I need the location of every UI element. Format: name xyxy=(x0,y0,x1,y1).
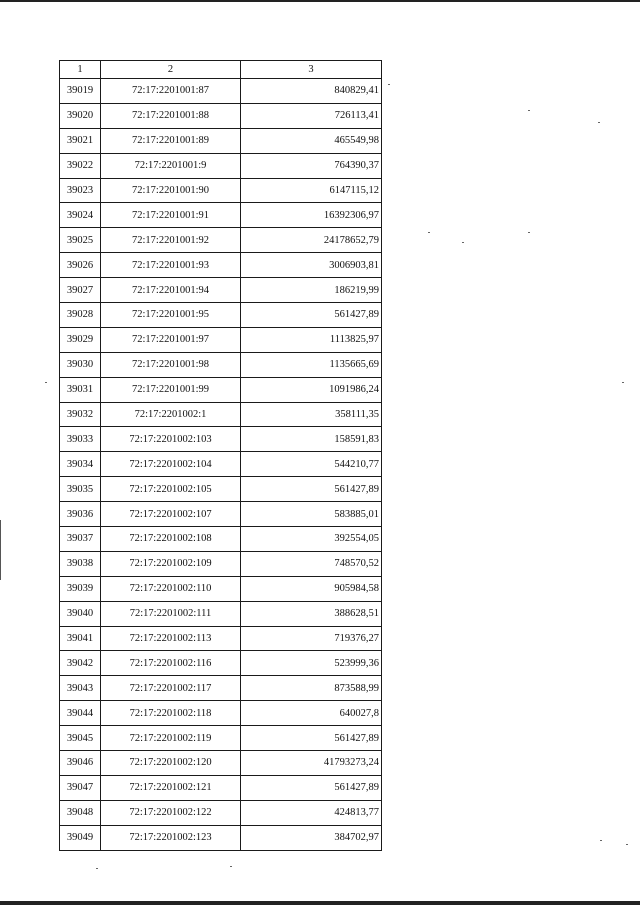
table-row xyxy=(60,377,382,402)
table-row xyxy=(60,502,382,527)
row-number-cell: 39027 xyxy=(60,278,101,303)
cadastral-number-cell: 72:17:2201001:91 xyxy=(101,203,241,228)
value-cell: 583885,01 xyxy=(241,502,382,527)
cadastral-number-cell: 72:17:2201002:108 xyxy=(101,527,241,552)
value-cell: 1135665,69 xyxy=(241,352,382,377)
cadastral-number-cell: 72:17:2201002:121 xyxy=(101,775,241,800)
value-cell: 1113825,97 xyxy=(241,327,382,352)
value-cell: 873588,99 xyxy=(241,676,382,701)
table-row xyxy=(60,327,382,352)
cadastral-number-cell: 72:17:2201001:90 xyxy=(101,178,241,203)
row-number-cell: 39022 xyxy=(60,153,101,178)
cadastral-number-cell: 72:17:2201001:89 xyxy=(101,128,241,153)
value-cell: 764390,37 xyxy=(241,153,382,178)
row-number-cell: 39042 xyxy=(60,651,101,676)
cadastral-number-cell: 72:17:2201002:110 xyxy=(101,576,241,601)
cadastral-number-cell: 72:17:2201002:107 xyxy=(101,502,241,527)
table-row xyxy=(60,651,382,676)
row-number-cell: 39035 xyxy=(60,477,101,502)
table-row xyxy=(60,601,382,626)
row-number-cell: 39020 xyxy=(60,103,101,128)
table-row xyxy=(60,452,382,477)
scan-speck xyxy=(230,866,232,867)
cadastral-number-cell: 72:17:2201001:98 xyxy=(101,352,241,377)
value-cell: 561427,89 xyxy=(241,477,382,502)
table-row xyxy=(60,303,382,328)
row-number-cell: 39044 xyxy=(60,701,101,726)
cadastral-number-cell: 72:17:2201002:117 xyxy=(101,676,241,701)
row-number-cell: 39045 xyxy=(60,726,101,751)
value-cell: 392554,05 xyxy=(241,527,382,552)
cadastral-number-cell: 72:17:2201002:118 xyxy=(101,701,241,726)
value-cell: 465549,98 xyxy=(241,128,382,153)
scan-speck xyxy=(388,84,390,85)
cadastral-number-cell: 72:17:2201002:122 xyxy=(101,800,241,825)
value-cell: 1091986,24 xyxy=(241,377,382,402)
row-number-cell: 39043 xyxy=(60,676,101,701)
scan-speck xyxy=(528,232,530,233)
cadastral-number-cell: 72:17:2201002:123 xyxy=(101,825,241,850)
table-row xyxy=(60,576,382,601)
scan-speck xyxy=(626,844,628,845)
table-row xyxy=(60,751,382,776)
table-row xyxy=(60,551,382,576)
scan-speck xyxy=(598,122,600,123)
value-cell: 358111,35 xyxy=(241,402,382,427)
cadastral-number-cell: 72:17:2201001:95 xyxy=(101,303,241,328)
table-row xyxy=(60,527,382,552)
cadastral-number-cell: 72:17:2201001:99 xyxy=(101,377,241,402)
row-number-cell: 39031 xyxy=(60,377,101,402)
cadastral-number-cell: 72:17:2201001:9 xyxy=(101,153,241,178)
value-cell: 384702,97 xyxy=(241,825,382,850)
cadastral-number-cell: 72:17:2201002:119 xyxy=(101,726,241,751)
value-cell: 561427,89 xyxy=(241,726,382,751)
value-cell: 726113,41 xyxy=(241,103,382,128)
value-cell: 24178652,79 xyxy=(241,228,382,253)
row-number-cell: 39036 xyxy=(60,502,101,527)
table-row xyxy=(60,427,382,452)
table-row xyxy=(60,228,382,253)
scan-speck xyxy=(96,868,98,869)
row-number-cell: 39033 xyxy=(60,427,101,452)
cadastral-number-cell: 72:17:2201001:87 xyxy=(101,79,241,104)
row-number-cell: 39046 xyxy=(60,751,101,776)
table-row xyxy=(60,278,382,303)
column-header: 2 xyxy=(101,61,241,79)
cadastral-number-cell: 72:17:2201002:109 xyxy=(101,551,241,576)
scan-speck xyxy=(428,232,430,233)
cadastral-number-cell: 72:17:2201002:111 xyxy=(101,601,241,626)
cadastral-number-cell: 72:17:2201001:97 xyxy=(101,327,241,352)
table-row xyxy=(60,128,382,153)
cadastral-number-cell: 72:17:2201002:105 xyxy=(101,477,241,502)
scan-speck xyxy=(622,382,624,383)
cadastral-number-cell: 72:17:2201002:103 xyxy=(101,427,241,452)
value-cell: 561427,89 xyxy=(241,303,382,328)
column-header: 3 xyxy=(241,61,382,79)
value-cell: 748570,52 xyxy=(241,551,382,576)
table-row xyxy=(60,775,382,800)
table-row xyxy=(60,701,382,726)
value-cell: 561427,89 xyxy=(241,775,382,800)
cadastral-number-cell: 72:17:2201002:116 xyxy=(101,651,241,676)
header-row xyxy=(60,61,382,79)
value-cell: 388628,51 xyxy=(241,601,382,626)
row-number-cell: 39038 xyxy=(60,551,101,576)
scan-speck xyxy=(45,382,47,383)
value-cell: 424813,77 xyxy=(241,800,382,825)
table-row xyxy=(60,726,382,751)
table-row xyxy=(60,402,382,427)
scan-edge-top xyxy=(0,0,640,2)
row-number-cell: 39021 xyxy=(60,128,101,153)
table-row xyxy=(60,178,382,203)
cadastral-number-cell: 72:17:2201002:120 xyxy=(101,751,241,776)
value-cell: 523999,36 xyxy=(241,651,382,676)
scan-speck xyxy=(528,110,530,111)
value-cell: 6147115,12 xyxy=(241,178,382,203)
table-body xyxy=(60,79,382,851)
row-number-cell: 39026 xyxy=(60,253,101,278)
value-cell: 719376,27 xyxy=(241,626,382,651)
table-row xyxy=(60,79,382,104)
table-row xyxy=(60,477,382,502)
row-number-cell: 39032 xyxy=(60,402,101,427)
row-number-cell: 39049 xyxy=(60,825,101,850)
row-number-cell: 39048 xyxy=(60,800,101,825)
table-row xyxy=(60,103,382,128)
value-cell: 640027,8 xyxy=(241,701,382,726)
table-row xyxy=(60,676,382,701)
row-number-cell: 39024 xyxy=(60,203,101,228)
row-number-cell: 39041 xyxy=(60,626,101,651)
value-cell: 840829,41 xyxy=(241,79,382,104)
row-number-cell: 39040 xyxy=(60,601,101,626)
row-number-cell: 39039 xyxy=(60,576,101,601)
row-number-cell: 39029 xyxy=(60,327,101,352)
cadastral-number-cell: 72:17:2201001:92 xyxy=(101,228,241,253)
row-number-cell: 39025 xyxy=(60,228,101,253)
table-row xyxy=(60,800,382,825)
row-number-cell: 39023 xyxy=(60,178,101,203)
row-number-cell: 39028 xyxy=(60,303,101,328)
value-cell: 544210,77 xyxy=(241,452,382,477)
value-cell: 16392306,97 xyxy=(241,203,382,228)
value-cell: 41793273,24 xyxy=(241,751,382,776)
value-cell: 186219,99 xyxy=(241,278,382,303)
value-cell: 158591,83 xyxy=(241,427,382,452)
cadastral-number-cell: 72:17:2201001:88 xyxy=(101,103,241,128)
cadastral-number-cell: 72:17:2201001:93 xyxy=(101,253,241,278)
table-row xyxy=(60,352,382,377)
value-cell: 905984,58 xyxy=(241,576,382,601)
row-number-cell: 39019 xyxy=(60,79,101,104)
value-cell: 3006903,81 xyxy=(241,253,382,278)
row-number-cell: 39034 xyxy=(60,452,101,477)
column-header: 1 xyxy=(60,61,101,79)
table-row xyxy=(60,153,382,178)
scan-speck xyxy=(600,840,602,841)
cadastral-number-cell: 72:17:2201002:1 xyxy=(101,402,241,427)
scan-edge-bottom xyxy=(0,901,640,905)
cadastral-number-cell: 72:17:2201001:94 xyxy=(101,278,241,303)
table-row xyxy=(60,626,382,651)
table-row xyxy=(60,203,382,228)
data-table xyxy=(59,60,382,851)
row-number-cell: 39047 xyxy=(60,775,101,800)
cadastral-number-cell: 72:17:2201002:113 xyxy=(101,626,241,651)
table-row xyxy=(60,253,382,278)
scan-edge-left xyxy=(0,520,1,580)
table-row xyxy=(60,825,382,850)
row-number-cell: 39030 xyxy=(60,352,101,377)
scan-speck xyxy=(462,242,464,243)
cadastral-number-cell: 72:17:2201002:104 xyxy=(101,452,241,477)
row-number-cell: 39037 xyxy=(60,527,101,552)
